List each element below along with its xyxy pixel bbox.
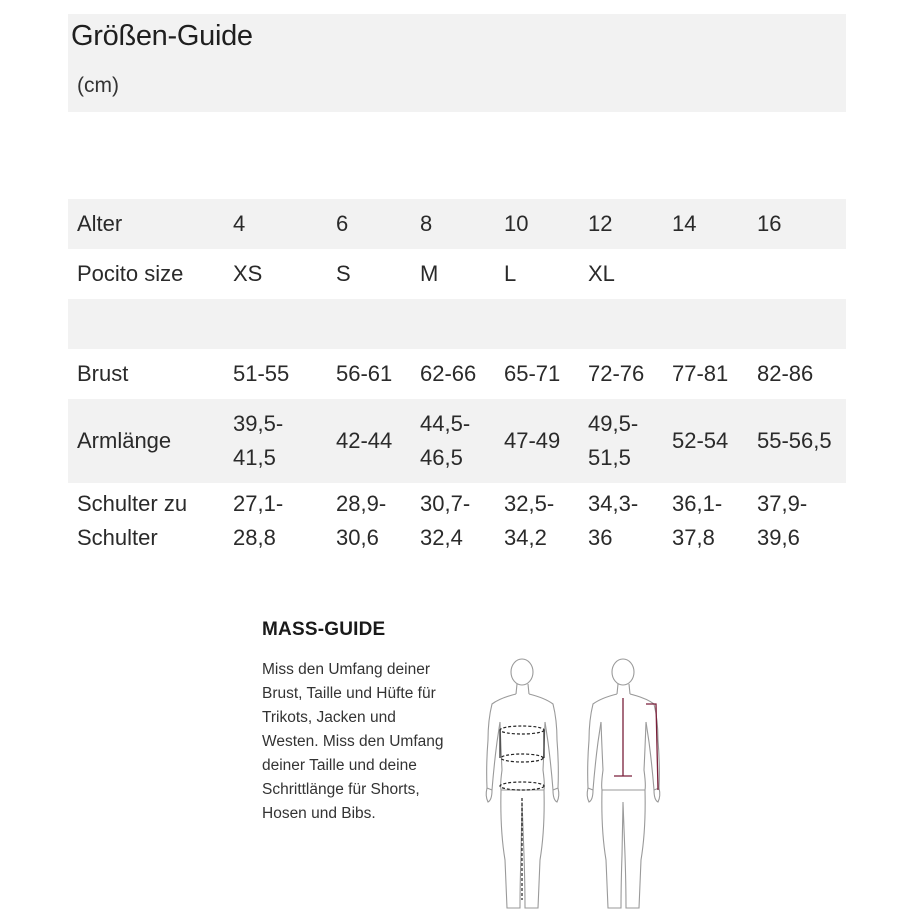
table-cell: 10 <box>495 199 579 249</box>
table-cell <box>579 299 663 349</box>
table-cell: 16 <box>748 199 846 249</box>
table-cell: L <box>504 261 517 286</box>
size-guide-header <box>68 14 846 112</box>
table-cell: 47-49 <box>495 399 579 483</box>
table-cell <box>495 299 579 349</box>
row-label: Alter <box>68 199 224 249</box>
table-cell: 14 <box>663 199 748 249</box>
table-cell <box>663 249 748 299</box>
table-row <box>68 349 846 399</box>
table-cell: 55-56,5 <box>748 399 846 483</box>
table-cell: 12 <box>579 199 663 249</box>
table-cell: 82-86 <box>757 361 814 386</box>
table-cell: 37,9- 39,6 <box>757 491 808 550</box>
table-cell: 56-61 <box>336 361 393 386</box>
table-cell: 39,5- 41,5 <box>224 399 327 483</box>
table-cell: 8 <box>411 199 495 249</box>
back-body-figure <box>587 659 660 908</box>
table-row <box>68 249 846 299</box>
table-cell: 44,5- 46,5 <box>411 399 495 483</box>
table-cell: 65-71 <box>504 361 561 386</box>
table-row <box>68 299 846 349</box>
back-measure-lines <box>614 698 658 790</box>
table-cell: S <box>336 261 351 286</box>
table-cell: 32,5- 34,2 <box>504 491 555 550</box>
table-cell <box>748 249 846 299</box>
table-cell: XS <box>233 261 263 286</box>
unit-label: (cm) <box>77 74 119 97</box>
table-cell: 51-55 <box>233 361 290 386</box>
table-cell: 6 <box>327 199 411 249</box>
table-cell: XL <box>588 261 615 286</box>
row-label: Pocito size <box>77 261 184 286</box>
table-cell <box>663 299 748 349</box>
measurement-illustration <box>470 650 690 912</box>
page-title: Größen-Guide <box>71 20 253 52</box>
table-row <box>68 199 846 249</box>
guide-text-line: Trikots, Jacken und <box>262 709 396 726</box>
table-cell: 52-54 <box>663 399 748 483</box>
table-cell: 34,3- 36 <box>588 491 639 550</box>
guide-text-line: Schrittlänge für Shorts, <box>262 781 420 798</box>
table-cell <box>411 299 495 349</box>
table-cell <box>748 299 846 349</box>
guide-text-line: deiner Taille und deine <box>262 757 417 774</box>
table-cell: 77-81 <box>672 361 729 386</box>
table-cell: 30,7- 32,4 <box>420 491 471 550</box>
measure-guide-title: MASS-GUIDE <box>262 619 386 640</box>
guide-text-line: Miss den Umfang deiner <box>262 661 430 678</box>
row-label <box>68 299 224 349</box>
table-cell <box>327 299 411 349</box>
guide-text-line: Brust, Taille und Hüfte für <box>262 685 436 702</box>
guide-text-line: Hosen und Bibs. <box>262 805 376 822</box>
row-label: Schulter zu Schulter <box>77 491 188 550</box>
table-cell: 62-66 <box>420 361 477 386</box>
table-row <box>68 399 846 483</box>
table-cell: M <box>420 261 439 286</box>
front-measure-lines <box>500 726 544 900</box>
table-cell: 36,1- 37,8 <box>672 491 723 550</box>
size-table <box>68 199 846 559</box>
table-cell: 28,9- 30,6 <box>336 491 387 550</box>
table-cell: 27,1- 28,8 <box>233 491 284 550</box>
table-row <box>68 483 846 559</box>
guide-text-line: Westen. Miss den Umfang <box>262 733 444 750</box>
table-cell: 72-76 <box>588 361 645 386</box>
row-label: Armlänge <box>68 399 224 483</box>
table-cell <box>224 299 327 349</box>
measure-guide-text <box>262 658 462 826</box>
row-label: Brust <box>77 361 129 386</box>
table-cell: 42-44 <box>327 399 411 483</box>
table-cell: 4 <box>224 199 327 249</box>
table-cell: 49,5- 51,5 <box>579 399 663 483</box>
